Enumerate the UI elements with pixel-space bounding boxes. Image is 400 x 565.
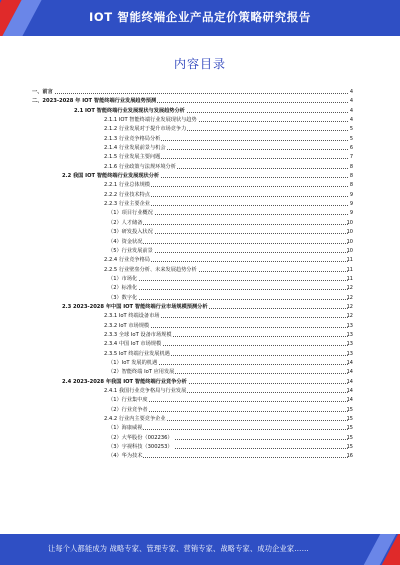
toc-entry-page: 10 bbox=[346, 238, 353, 245]
toc-entry-label: 2.1.6 行业政策与法规环境分析 bbox=[104, 163, 177, 172]
toc-entry-page: 13 bbox=[346, 331, 353, 338]
footer-banner bbox=[0, 534, 400, 565]
toc-entry-page: 14 bbox=[346, 369, 353, 376]
toc-entry-label: （3）研发投入状况 bbox=[108, 228, 154, 237]
toc-entry-page: 15 bbox=[346, 434, 353, 441]
toc-leader-dots bbox=[108, 451, 348, 458]
toc-leader-dots bbox=[108, 293, 348, 300]
toc-entry-page: 13 bbox=[346, 350, 353, 357]
toc-entry-label: 2.1 IOT 智能终端行业发展现状与发展趋势分析 bbox=[74, 107, 186, 116]
toc-entry-label: 2.3.1 IoT 终端设备市场 bbox=[104, 312, 161, 321]
toc-entry-page: 4 bbox=[349, 117, 353, 124]
toc-entry-label: 2.4 2023-2028 年我国 IOT 智能终端行业竞争分析 bbox=[62, 378, 188, 387]
toc-entry-label: （2）人才储备 bbox=[108, 219, 143, 228]
toc-entry-page: 8 bbox=[349, 163, 353, 170]
toc-entry-label: （1）IoT 发展的机遇 bbox=[108, 359, 158, 368]
toc-entry-page: 8 bbox=[349, 173, 353, 180]
toc-entry-label: 2.1.5 行业发展主要问题 bbox=[104, 153, 161, 162]
toc-entry[interactable] bbox=[0, 452, 400, 461]
toc-entry-label: （2）大华股份（002236） bbox=[108, 434, 174, 443]
toc-entry-page: 12 bbox=[346, 285, 353, 292]
toc-entry-label: 2.3 2023-2028 年中国 IOT 智能终端行业市场规模预测分析 bbox=[62, 303, 209, 312]
toc-entry-label: 2.4.1 我国行业竞争格局与行业发展 bbox=[104, 387, 187, 396]
toc-entry-label: （1）海康威视 bbox=[108, 424, 143, 433]
toc-entry-page: 9 bbox=[349, 201, 353, 208]
toc-entry-page: 15 bbox=[346, 425, 353, 432]
toc-entry-label: （3）数字化 bbox=[108, 294, 138, 303]
toc-entry-page: 5 bbox=[349, 135, 353, 142]
toc-entry-page: 10 bbox=[346, 229, 353, 236]
toc-entry-label: 2.1.1 IOT 智能终端行业发展现状与趋势 bbox=[104, 116, 198, 125]
toc-entry-page: 9 bbox=[349, 210, 353, 217]
toc-leader-dots bbox=[108, 274, 348, 281]
toc-entry-label: （1）项目行业概况 bbox=[108, 209, 154, 218]
toc-entry-page: 12 bbox=[346, 303, 353, 310]
toc-entry-page: 11 bbox=[346, 257, 353, 264]
toc-entry-label: 2.3.2 IoT 市场规模 bbox=[104, 322, 150, 331]
toc-entry-label: 2.2 我国 IOT 智能终端行业发展现状分析 bbox=[62, 172, 160, 181]
toc-entry-label: （1）行业集中度 bbox=[108, 396, 149, 405]
toc-entry-label: 2.2.1 行业总体规模 bbox=[104, 181, 151, 190]
toc-entry-label: （3）宇视科技（300253） bbox=[108, 443, 174, 452]
toc-leader-dots bbox=[108, 283, 348, 290]
toc-entry-label: 2.2.2 行业技术特点 bbox=[104, 191, 151, 200]
toc-leader-dots bbox=[32, 87, 348, 94]
toc-entry-label: 2.2.4 行业竞争格局 bbox=[104, 256, 151, 265]
toc-entry-label: 2.3.4 中国 IoT 市场规模 bbox=[104, 340, 162, 349]
toc-entry-page: 15 bbox=[346, 406, 353, 413]
toc-entry-page: 13 bbox=[346, 341, 353, 348]
toc-leader-dots bbox=[108, 237, 348, 244]
toc-entry-label: 2.3.3 全球 IoT 设备市场规模 bbox=[104, 331, 173, 340]
toc-leader-dots bbox=[108, 423, 348, 430]
toc-entry-label: 2.2.3 行业主要企业 bbox=[104, 200, 151, 209]
toc-entry-page: 4 bbox=[349, 107, 353, 114]
toc-entry-page: 7 bbox=[349, 154, 353, 161]
toc-entry-label: （5）行业发展前景 bbox=[108, 247, 154, 256]
toc-entry-page: 4 bbox=[349, 89, 353, 95]
toc-entry-label: 2.3.5 IoT 终端行业发展机遇 bbox=[104, 350, 171, 359]
toc-entry-label: 2.2.5 行业壁垒分析、未来发展趋势分析 bbox=[104, 266, 198, 275]
toc-heading: 内容目录 bbox=[173, 57, 226, 71]
table-of-contents bbox=[0, 88, 400, 462]
toc-entry-label: 2.1.4 行业发展前景与机会 bbox=[104, 144, 167, 153]
toc-entry-label: 2.1.3 行业竞争格局分析 bbox=[104, 135, 161, 144]
toc-entry-page: 14 bbox=[346, 388, 353, 394]
footer-slogan: 让每个人都能成为 战略专家、管理专家、营销专家、战略专家、成功企业家…… bbox=[48, 544, 310, 553]
toc-entry-page: 13 bbox=[346, 322, 353, 329]
toc-entry-page: 11 bbox=[346, 275, 353, 282]
toc-entry-page: 16 bbox=[346, 453, 353, 460]
toc-entry-page: 14 bbox=[346, 397, 353, 404]
toc-entry-label: （4）资金状况 bbox=[108, 238, 143, 247]
toc-entry-page: 11 bbox=[346, 266, 353, 273]
toc-entry-page: 9 bbox=[349, 191, 353, 198]
toc-entry-page: 15 bbox=[346, 416, 353, 423]
toc-entry-label: （2）行业竞争者 bbox=[108, 406, 149, 415]
toc-entry-label: （2）标准化 bbox=[108, 284, 138, 293]
toc-entry-label: （1）市场化 bbox=[108, 275, 138, 284]
toc-entry-page: 15 bbox=[346, 444, 353, 451]
toc-entry-page: 10 bbox=[346, 219, 353, 226]
toc-entry-label: 一、前言 bbox=[32, 88, 54, 97]
toc-entry-page: 8 bbox=[349, 182, 353, 189]
report-title: IOT 智能终端企业产品定价策略研究报告 bbox=[89, 10, 311, 24]
toc-entry-label: （4）华为技术 bbox=[108, 452, 143, 461]
toc-entry-label: 2.4.2 行业内主要竞争企业 bbox=[104, 415, 167, 424]
toc-entry-label: 二、2023-2028 年 IOT 智能终端行业发展趋势预测 bbox=[32, 97, 157, 106]
toc-entry-page: 5 bbox=[349, 126, 353, 133]
toc-entry-page: 14 bbox=[346, 359, 353, 366]
toc-entry-page: 4 bbox=[349, 98, 353, 105]
toc-entry-label: （2）智能终端 IoT 应用发展 bbox=[108, 368, 175, 377]
toc-entry-page: 12 bbox=[346, 313, 353, 320]
toc-entry-page: 12 bbox=[346, 294, 353, 301]
toc-entry-page: 14 bbox=[346, 378, 353, 385]
toc-entry-label: 2.1.2 行业发展对于提升市场竞争力 bbox=[104, 125, 187, 134]
toc-leader-dots bbox=[108, 218, 348, 225]
header-banner bbox=[0, 0, 400, 36]
toc-entry-page: 6 bbox=[349, 145, 353, 152]
toc-entry-page: 10 bbox=[346, 247, 353, 254]
